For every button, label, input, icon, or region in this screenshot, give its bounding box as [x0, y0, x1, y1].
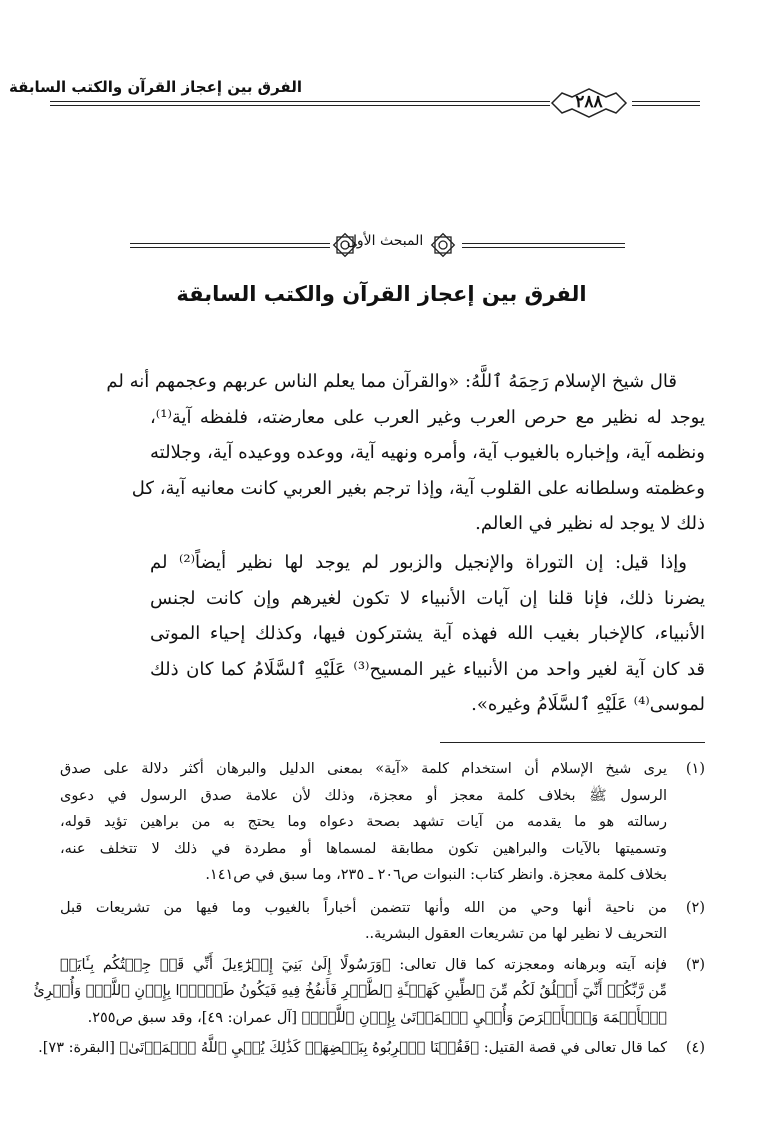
footnote-line: كما قال تعالى في قصة القتيل: ﴿فَقُلۡنَا ٱضۡرِبُوهُ بِبَعۡضِهَاۚ كَذَٰلِكَ يُحۡيِ ٱللَّهُ ٱلۡمَوۡتَىٰ﴾ [البقرة: ٧٣].	[38, 1040, 667, 1056]
footnote-number: (٤)	[685, 1040, 705, 1056]
section-label: المبحث الأول	[346, 233, 424, 249]
body-line: قال شيخ الإسلام رَحِمَهُ ٱللَّهُ: «والقرآن مما يعلم الناس عربهم وعجمهم أنه لم	[106, 371, 677, 392]
paragraph-1	[106, 364, 705, 542]
body-line: وإذا قيل: إن التوراة والإنجيل والزبور لم يوجد لها نظير أيضاً⁽²⁾ لم	[150, 552, 687, 573]
section-rule-left	[130, 243, 330, 248]
footnote-2	[60, 895, 705, 948]
body-line: قد كان آية لغير واحد من الأنبياء غير المسيح⁽³⁾ عَلَيْهِ ٱلسَّلَامُ كما كان ذلك	[150, 658, 705, 680]
section-rule-right	[462, 243, 625, 248]
footnote-line: بخلاف كلمة معجزة. وانظر كتاب: النبوات ص٢٠٦ ـ ٢٣٥، وما سبق في ص١٤١.	[205, 867, 667, 883]
footnote-1	[60, 756, 705, 889]
page-number-ornament	[548, 86, 630, 120]
header-rule	[50, 101, 550, 106]
footnote-line: ٱلۡأَكۡمَهَ وَٱلۡأَبۡرَصَ وَأُحۡيِ ٱلۡمَوۡتَىٰ بِإِذۡنِ ٱللَّهِۖ﴾ [آل عمران: ٤٩]، وقد سبق ص٢٥٥.	[87, 1009, 667, 1026]
footnote-line: التحريف لا نظير لها من تشريعات العقول البشرية..	[364, 926, 667, 942]
body-line: وعظمته وسلطانه على القلوب آية، وإذا ترجم بغير العربي كانت معانيه آية، كل	[131, 477, 705, 499]
footnote-number: (٢)	[685, 899, 705, 916]
section-title: الفرق بين إعجاز القرآن والكتب السابقة	[176, 282, 587, 306]
footnote-4	[38, 1035, 705, 1062]
paragraph-2	[150, 545, 705, 723]
body-line: ذلك لا يوجد له نظير في العالم.	[475, 513, 705, 534]
footnote-line: وتسميتها بالآيات والبراهين تكون مطابقة لمسماها أو مطردة في ذلك لا تتخلف عنه،	[60, 840, 667, 857]
body-line: ونظمه آية، وإخباره بالغيوب آية، وأمره ونهيه آية، ووعده ووعيده آية، وجلالته	[150, 442, 705, 463]
footnote-number: (١)	[685, 761, 705, 777]
body-line: يوجد له نظير مع حرص العرب وغير العرب على معارضته، فلفظه آية⁽¹⁾،	[150, 406, 705, 428]
flower-ornament-icon	[428, 230, 458, 260]
footnote-line: رسالته هو ما يقدمه من آيات تشهد بصحة دعواه وما يحتج به من براهين تؤيد قوله،	[60, 814, 667, 830]
header-rule-right	[632, 101, 700, 106]
footnote-line: فإنه آيته وبرهانه ومعجزته كما قال تعالى: ﴿وَرَسُولًا إِلَىٰ بَنِيٓ إِسۡرَٰٓءِيلَ أَنِّي قَدۡ جِئۡتُكُم بِـَٔايَةٖ	[60, 956, 667, 973]
footnote-separator	[440, 742, 705, 743]
running-title: الفرق بين إعجاز القرآن والكتب السابقة	[8, 78, 302, 96]
footnote-number: (٣)	[685, 956, 705, 973]
footnote-line: مِّن رَّبِّكُمۡ أَنِّيٓ أَخۡلُقُ لَكُم مِّنَ ٱلطِّينِ كَهَيۡـَٔةِ ٱلطَّيۡرِ فَأَنفُخُ فِيهِ فَيَكُونُ طَيۡرَۢا بِإِذۡنِ ٱللَّهِۖ وَأُبۡرِئُ	[33, 983, 667, 999]
footnote-3	[33, 952, 705, 1032]
footnote-line: يرى شيخ الإسلام أن استخدام كلمة «آية» بمعنى الدليل والبرهان أكثر دلالة على صدق	[60, 761, 667, 777]
page-number: ٢٨٨	[575, 92, 603, 112]
body-line: يضرنا ذلك، فإنا قلنا إن آيات الأنبياء لا تكون لغيرهم وإن كانت لجنس	[150, 587, 705, 609]
footnotes	[33, 756, 705, 1062]
footnote-line: الرسول ﷺ بخلاف كلمة معجز أو معجزة، وذلك لأن علامة صدق الرسول في دعوى	[60, 787, 667, 804]
body-line: لموسى⁽⁴⁾ عَلَيْهِ ٱلسَّلَامُ وغيره».	[471, 694, 705, 715]
body-line: الأنبياء، كالإخبار بغيب الله فهذه آية يشتركون فيها، وكذلك إحياء الموتى	[150, 623, 705, 644]
footnote-line: من ناحية أنها وحي من الله وأنها تتضمن أخباراً بالغيوب وما فيها من تشريعات قبل	[60, 899, 667, 916]
